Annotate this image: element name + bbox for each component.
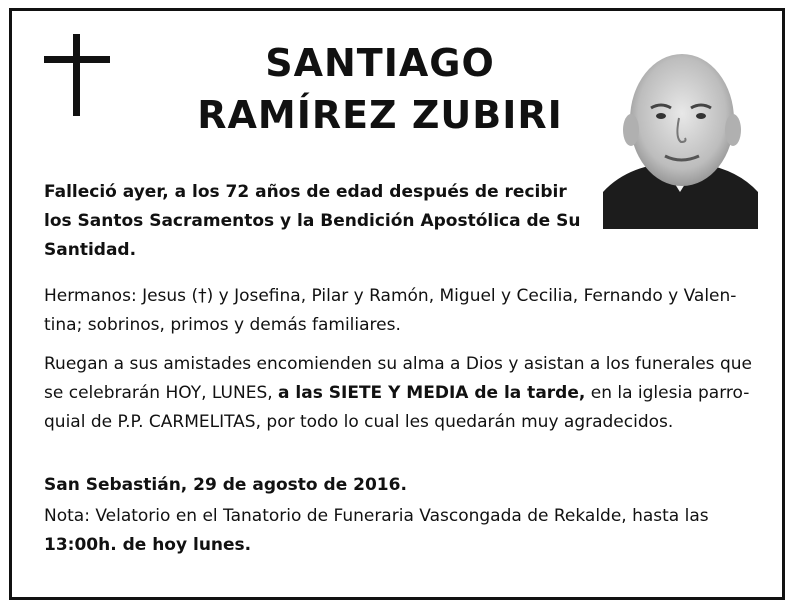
family-line: tina; sobrinos, primos y demás familiares. (44, 315, 401, 335)
family-line: Hermanos: Jesus (†) y Josefina, Pilar y Ramón, Miguel y Cecilia, Fernando y Valen- (44, 286, 737, 306)
wake-note (44, 502, 754, 560)
cross-icon (44, 34, 110, 116)
funeral-time: a las SIETE Y MEDIA de la tarde, (278, 383, 586, 403)
note-line: Nota: Velatorio en el Tanatorio de Funeraria Vascongada de Rekalde, hasta las (44, 506, 709, 526)
death-announcement (44, 178, 589, 265)
funeral-line (44, 379, 754, 408)
announcement-line: Falleció ayer, a los 72 años de edad después de recibir (44, 182, 567, 202)
funeral-day: se celebrarán HOY, LUNES, (44, 383, 273, 403)
funeral-line: Ruegan a sus amistades encomienden su alma a Dios y asistan a los funerales que (44, 354, 752, 374)
funeral-details (44, 350, 754, 437)
place-and-date: San Sebastián, 29 de agosto de 2016. (44, 475, 407, 495)
portrait-photo (603, 42, 758, 229)
deceased-first-name: SANTIAGO (265, 41, 495, 85)
announcement-line: Santidad. (44, 240, 137, 260)
family-members (44, 282, 754, 340)
funeral-line: quial de P.P. CARMELITAS, por todo lo cual les quedarán muy agradecidos. (44, 412, 674, 432)
note-time: 13:00h. de hoy lunes. (44, 535, 252, 555)
funeral-place-start: en la iglesia parro- (590, 383, 750, 403)
announcement-line: los Santos Sacramentos y la Bendición Apostólica de Su (44, 211, 581, 231)
deceased-surnames: RAMÍREZ ZUBIRI (197, 93, 563, 137)
